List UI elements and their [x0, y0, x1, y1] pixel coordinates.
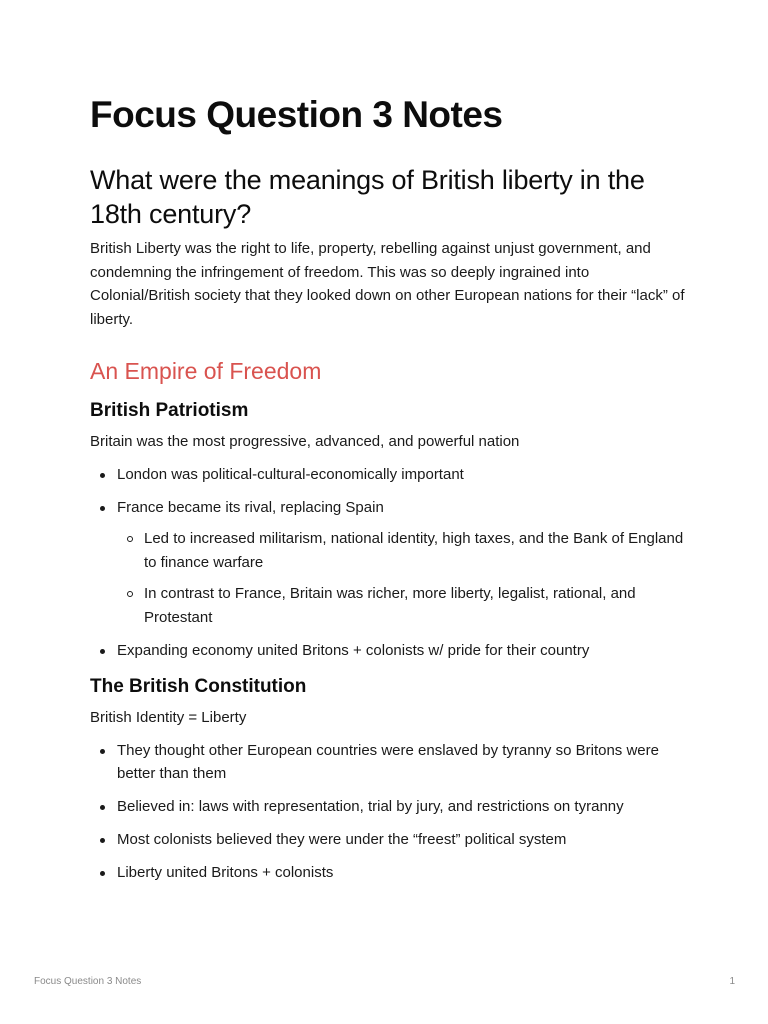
hollow-bullet-icon — [127, 591, 133, 597]
list-item-text: Expanding economy united Britons + colonists w/ pride for their country — [117, 641, 590, 659]
bullet-icon — [100, 749, 105, 754]
list-item — [90, 639, 690, 663]
document-body — [90, 92, 690, 885]
hollow-bullet-icon — [127, 536, 133, 542]
list-item-text: France became its rival, replacing Spain — [117, 498, 384, 516]
list-item — [90, 739, 690, 786]
sub-list-item — [117, 582, 690, 629]
list-item-text: London was political-cultural-economically important — [117, 465, 464, 483]
sub-list-item-text: Led to increased militarism, national identity, high taxes, and the Bank of England to finance warfare — [144, 530, 684, 571]
page-title: Focus Question 3 Notes — [90, 94, 503, 135]
page-number: 1 — [729, 976, 735, 987]
list-item — [90, 496, 690, 630]
sub-list-item-text: In contrast to France, Britain was richer, more liberty, legalist, rational, and Protestant — [144, 585, 636, 626]
bullet-icon — [100, 871, 105, 876]
bullet-icon — [100, 649, 105, 654]
list-item-text: They thought other European countries were enslaved by tyranny so Britons were better than them — [117, 741, 659, 782]
bullet-icon — [100, 805, 105, 810]
patriotism-list — [90, 463, 690, 663]
constitution-heading: The British Constitution — [90, 676, 307, 697]
focus-question-heading: What were the meanings of British liberty in the 18th century? — [90, 165, 645, 229]
list-item — [90, 861, 690, 885]
list-item-text: Most colonists believed they were under the “freest” political system — [117, 831, 567, 848]
list-item — [90, 828, 690, 852]
sub-list — [117, 527, 690, 629]
sub-list-item — [117, 527, 690, 574]
list-item-text: Liberty united Britons + colonists — [117, 864, 334, 881]
list-item-text: Believed in: laws with representation, trial by jury, and restrictions on tyranny — [117, 798, 624, 815]
patriotism-lead: Britain was the most progressive, advanced, and powerful nation — [90, 433, 520, 450]
bullet-icon — [100, 473, 105, 478]
footer-document-title: Focus Question 3 Notes — [34, 976, 142, 987]
section-heading: An Empire of Freedom — [90, 358, 322, 384]
bullet-icon — [100, 838, 105, 843]
list-item — [90, 463, 690, 487]
bullet-icon — [100, 506, 105, 511]
list-item — [90, 795, 690, 819]
constitution-list — [90, 739, 690, 885]
constitution-lead: British Identity = Liberty — [90, 709, 247, 726]
patriotism-heading: British Patriotism — [90, 400, 249, 421]
intro-paragraph: British Liberty was the right to life, property, rebelling against unjust government, and condemning the infringement of freedom. This was so deeply ingrained into Colonial/British society that they looked down on other European nations for their “lack” of liberty. — [90, 240, 685, 328]
